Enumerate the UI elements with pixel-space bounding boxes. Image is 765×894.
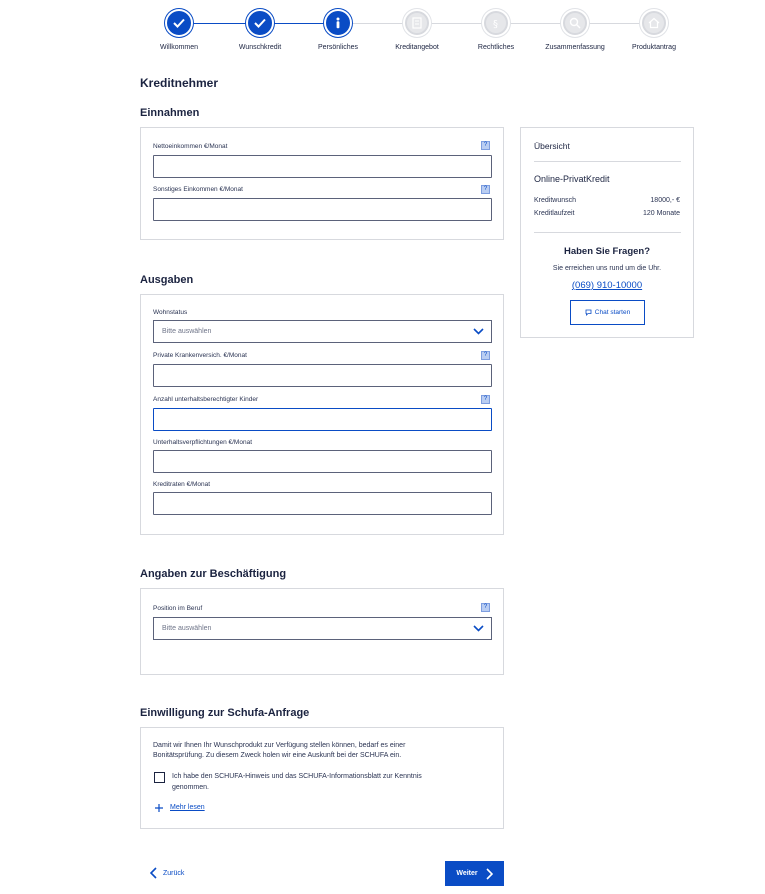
step-zusammenfassung-circle [563, 11, 587, 35]
step-willkommen-circle[interactable] [167, 11, 191, 35]
house-icon [648, 17, 660, 29]
paragraph-icon [491, 17, 501, 29]
step-label: Produktantrag [632, 44, 676, 51]
schufa-checkbox[interactable] [154, 772, 165, 783]
help-icon[interactable]: ? [481, 185, 490, 194]
kranken-input[interactable] [153, 364, 492, 387]
wohnstatus-select[interactable] [153, 320, 492, 343]
next-button[interactable] [445, 861, 504, 886]
beschaeftigung-heading: Angaben zur Beschäftigung [140, 568, 287, 580]
position-value: Bitte auswählen [162, 625, 212, 632]
kreditwunsch-label: Kreditwunsch [534, 197, 577, 204]
step-label[interactable]: Willkommen [159, 44, 199, 51]
kreditwunsch-value: 18000,- € [650, 197, 680, 204]
netto-input[interactable] [153, 155, 492, 178]
sonstiges-input[interactable] [153, 198, 492, 221]
phone-link[interactable]: (069) 910-10000 [571, 280, 643, 291]
overview-title: Übersicht [534, 141, 570, 151]
plus-icon[interactable] [155, 804, 163, 812]
checkmark-icon [173, 18, 185, 28]
next-label: Weiter [456, 870, 478, 877]
help-icon[interactable]: ? [481, 141, 490, 150]
wohnstatus-value: Bitte auswählen [162, 328, 212, 335]
unterhalt-input[interactable] [153, 450, 492, 473]
kranken-label: Private Krankenversich. €/Monat [153, 352, 247, 359]
step-wunschkredit-circle[interactable] [248, 11, 272, 35]
step-rechtliches-circle [484, 11, 508, 35]
help-icon[interactable]: ? [481, 351, 490, 360]
fragen-text: Sie erreichen uns rund um die Uhr. [552, 265, 662, 272]
step-label: Kreditangebot [395, 44, 439, 51]
step-label: Rechtliches [477, 44, 515, 51]
kinder-label: Anzahl unterhaltsberechtigter Kinder [153, 396, 259, 403]
help-icon[interactable]: ? [481, 395, 490, 404]
position-label: Position im Beruf [153, 605, 203, 612]
overview-card [520, 127, 694, 338]
schufa-checkbox-line2[interactable]: genommen. [172, 784, 209, 791]
kreditraten-input[interactable] [153, 492, 492, 515]
kinder-input[interactable] [153, 408, 492, 431]
page-title: Kreditnehmer [140, 76, 219, 90]
chat-start-button[interactable] [570, 300, 645, 325]
laufzeit-label: Kreditlaufzeit [534, 210, 575, 217]
schufa-heading: Einwilligung zur Schufa-Anfrage [140, 707, 310, 719]
chevron-down-icon [473, 327, 484, 336]
divider [534, 161, 681, 162]
calculator-icon [412, 17, 422, 29]
checkmark-icon [254, 18, 266, 28]
ausgaben-card [140, 294, 504, 535]
chevron-down-icon [473, 624, 484, 633]
chevron-left-icon [150, 867, 157, 879]
ausgaben-heading: Ausgaben [140, 274, 194, 286]
chat-start-label: Chat starten [594, 309, 631, 316]
chevron-right-icon [486, 868, 493, 880]
help-icon[interactable]: ? [481, 603, 490, 612]
laufzeit-value: 120 Monate [643, 210, 680, 217]
einnahmen-heading: Einnahmen [140, 107, 200, 119]
chat-bubble-icon [585, 309, 592, 316]
step-produktantrag-circle [642, 11, 666, 35]
position-select[interactable] [153, 617, 492, 640]
svg-text:§: § [493, 19, 498, 29]
person-icon [334, 17, 342, 29]
product-name: Online-PrivatKredit [534, 174, 610, 184]
step-label: Zusammenfassung [545, 44, 605, 51]
schufa-text-line2: Bonitätsprüfung. Zu diesem Zweck holen wir eine Auskunft bei der SCHUFA ein. [153, 752, 402, 759]
fragen-title: Haben Sie Fragen? [563, 246, 651, 257]
mehr-lesen-link[interactable]: Mehr lesen [170, 804, 205, 811]
schufa-card [140, 727, 504, 829]
netto-label: Nettoeinkommen €/Monat [153, 143, 228, 150]
step-label: Persönliches [317, 44, 359, 51]
divider [534, 232, 681, 233]
schufa-checkbox-line1[interactable]: Ich habe den SCHUFA-Hinweis und das SCHUFA-Informationsblatt zur Kenntnis [172, 773, 422, 780]
step-kreditangebot-circle [405, 11, 429, 35]
back-button[interactable] [150, 867, 184, 879]
back-label: Zurück [163, 869, 185, 877]
schufa-text-line1: Damit wir Ihnen Ihr Wunschprodukt zur Verfügung stellen können, bedarf es einer [153, 742, 406, 749]
einnahmen-card [140, 127, 504, 240]
wohnstatus-label: Wohnstatus [153, 309, 188, 316]
unterhalt-label: Unterhaltsverpflichtungen €/Monat [153, 439, 253, 446]
sonstiges-label: Sonstiges Einkommen €/Monat [153, 186, 243, 193]
magnifier-icon [569, 17, 581, 29]
step-persoenliches-circle [326, 11, 350, 35]
kreditraten-label: Kreditraten €/Monat [153, 481, 211, 488]
beschaeftigung-card [140, 588, 504, 675]
step-label[interactable]: Wunschkredit [238, 44, 282, 51]
